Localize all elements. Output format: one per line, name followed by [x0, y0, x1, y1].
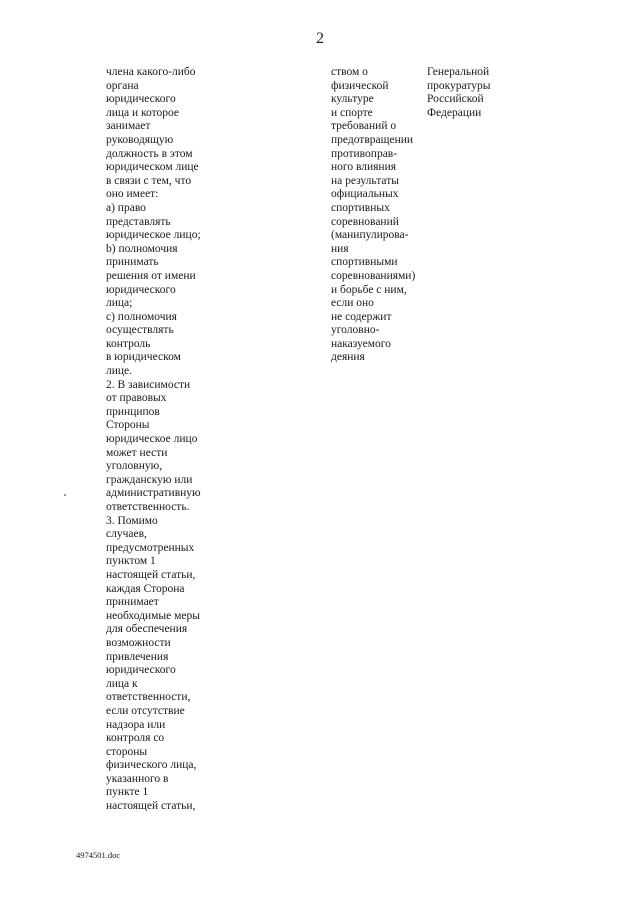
- text-line: Генеральной: [427, 66, 490, 78]
- text-line: пункте 1: [106, 786, 149, 799]
- text-line: лица и которое: [106, 106, 180, 119]
- text-line: если оно: [331, 297, 374, 310]
- text-line: спортивными: [331, 256, 398, 269]
- text-line: члена какого-либо: [106, 66, 196, 78]
- text-column-middle: [331, 66, 415, 365]
- text-line: занимает: [106, 120, 151, 133]
- text-line: юридическое лицо;: [106, 229, 201, 242]
- text-line: решения от имени: [106, 269, 196, 282]
- text-line: предотвращении: [331, 133, 414, 146]
- text-line: юридического: [106, 283, 176, 296]
- text-line: физического лица,: [106, 759, 197, 772]
- text-line: осуществлять: [106, 324, 174, 337]
- text-line: лице.: [106, 365, 133, 378]
- document-filename: 4974501.doc: [76, 850, 121, 860]
- scan-speck: [64, 494, 66, 496]
- text-line: 2. В зависимости: [106, 378, 191, 391]
- text-line: прокуратуры: [427, 79, 491, 92]
- text-line: административную: [106, 487, 201, 500]
- text-line: каждая Сторона: [106, 582, 185, 595]
- text-line: в связи с тем, что: [106, 174, 192, 187]
- text-line: соревнованиями): [331, 269, 416, 282]
- text-line: и борьбе с ним,: [331, 283, 407, 296]
- text-line: уголовную,: [106, 460, 163, 473]
- text-line: лица к: [106, 677, 138, 690]
- text-line: гражданскую или: [106, 473, 193, 486]
- text-line: принимать: [106, 256, 159, 269]
- text-line: органа: [106, 79, 139, 92]
- text-line: возможности: [106, 636, 171, 649]
- text-line: не содержит: [331, 310, 392, 323]
- text-line: руководящую: [106, 133, 174, 146]
- text-line: оно имеет:: [106, 188, 159, 201]
- text-line: a) право: [106, 201, 146, 214]
- text-line: стороны: [106, 745, 148, 758]
- text-line: (манипулирова-: [331, 229, 409, 242]
- text-line: культуре: [331, 93, 374, 106]
- text-line: официальных: [331, 188, 399, 201]
- text-line: c) полномочия: [106, 310, 177, 323]
- text-line: контроль: [106, 337, 151, 350]
- text-line: ного влияния: [331, 161, 397, 174]
- text-line: юридического: [106, 664, 176, 677]
- text-line: пунктом 1: [106, 555, 156, 568]
- text-line: ния: [331, 242, 349, 255]
- text-line: принципов: [106, 405, 160, 418]
- text-line: должность в этом: [106, 147, 193, 160]
- text-column-right: [427, 66, 491, 120]
- text-line: контроля со: [106, 732, 165, 745]
- text-line: ответственности,: [106, 691, 191, 704]
- text-line: противоправ-: [331, 147, 398, 160]
- text-line: Российской: [427, 93, 484, 106]
- text-line: спортивных: [331, 201, 390, 214]
- text-line: юридическое лицо: [106, 433, 198, 446]
- text-line: юридическом лице: [106, 161, 199, 174]
- text-line: требований о: [331, 120, 397, 133]
- text-line: b) полномочия: [106, 242, 178, 255]
- text-line: может нести: [106, 446, 168, 459]
- text-line: и спорте: [331, 106, 373, 119]
- text-line: от правовых: [106, 392, 167, 405]
- text-line: лица;: [106, 297, 133, 310]
- text-line: 3. Помимо: [106, 514, 158, 527]
- text-line: ством о: [331, 66, 368, 78]
- text-line: в юридическом: [106, 351, 181, 364]
- text-line: Федерации: [427, 106, 482, 119]
- text-line: принимает: [106, 596, 159, 609]
- text-line: надзора или: [106, 718, 166, 731]
- text-line: представлять: [106, 215, 171, 228]
- text-line: ответственность.: [106, 501, 190, 513]
- text-line: физической: [331, 79, 389, 92]
- text-line: Стороны: [106, 419, 150, 432]
- page-number: 2: [316, 30, 324, 47]
- text-line: уголовно-: [331, 324, 380, 337]
- text-line: необходимые меры: [106, 609, 200, 622]
- text-line: юридического: [106, 93, 176, 106]
- text-line: настоящей статьи,: [106, 568, 196, 581]
- text-line: для обеспечения: [106, 623, 188, 636]
- text-line: предусмотренных: [106, 541, 195, 554]
- text-line: указанного в: [106, 772, 169, 785]
- text-line: привлечения: [106, 650, 169, 663]
- text-line: настоящей статьи,: [106, 800, 196, 813]
- text-line: на результаты: [331, 174, 399, 187]
- text-line: наказуемого: [331, 337, 391, 350]
- text-line: случаев,: [106, 528, 147, 541]
- text-line: соревнований: [331, 215, 399, 228]
- text-column-left: [106, 66, 201, 814]
- text-line: деяния: [331, 351, 365, 364]
- text-line: если отсутствие: [106, 704, 185, 717]
